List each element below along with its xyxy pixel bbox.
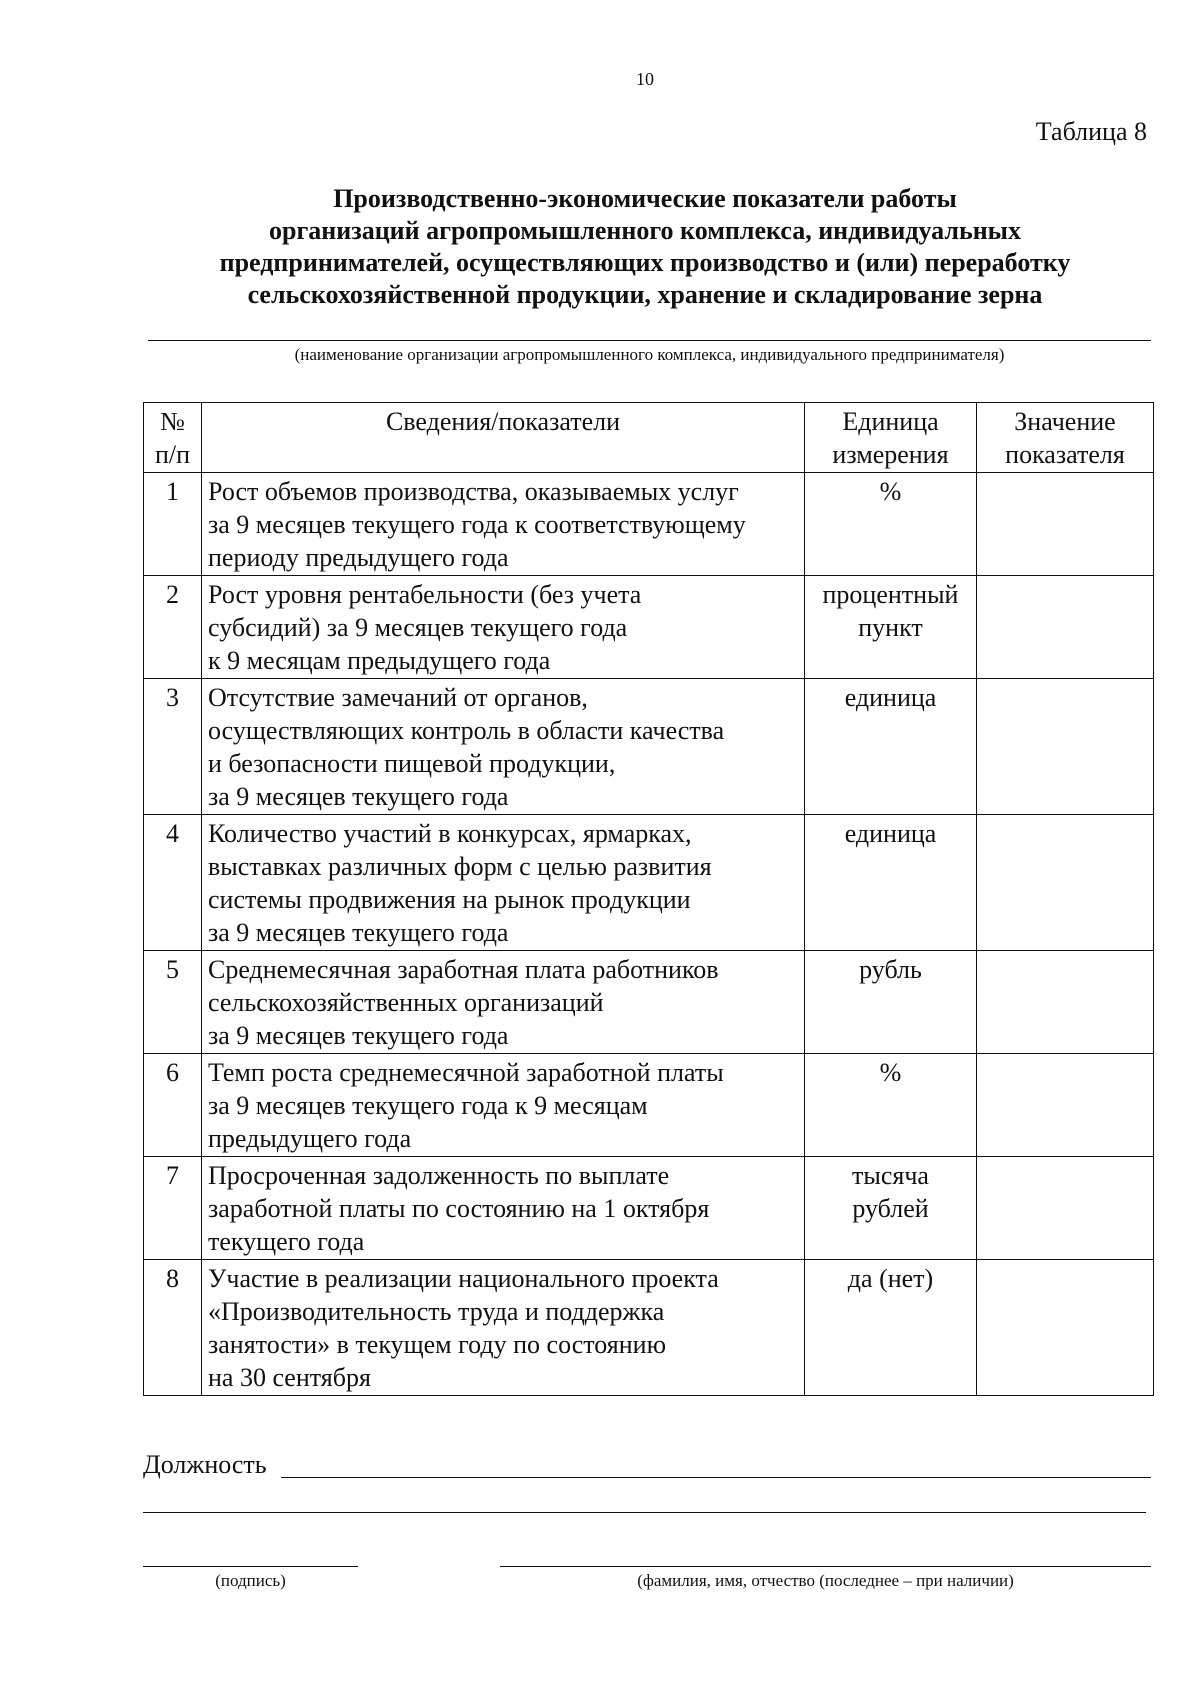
table-row <box>144 951 1154 1054</box>
table-row <box>144 679 1154 815</box>
position-field-line-continued[interactable] <box>143 1512 1146 1513</box>
row-number: 6 <box>144 1054 202 1157</box>
organization-name-line[interactable] <box>148 340 1151 341</box>
row-unit: единица <box>805 815 977 951</box>
row-number: 8 <box>144 1260 202 1396</box>
header-description: Сведения/показатели <box>202 403 805 473</box>
table-header-row <box>144 403 1154 473</box>
header-value: Значение показателя <box>977 403 1154 473</box>
page-number: 10 <box>636 69 654 89</box>
row-description: Отсутствие замечаний от органов, осуществляющих контроль в области качества и безопасности пищевой продукции, за 9 месяцев текущего года <box>202 679 805 815</box>
row-description: Рост объемов производства, оказываемых услуг за 9 месяцев текущего года к соответствующему периоду предыдущего года <box>202 473 805 576</box>
row-unit: рубль <box>805 951 977 1054</box>
row-value-cell[interactable] <box>977 951 1154 1054</box>
row-number: 2 <box>144 576 202 679</box>
row-description: Темп роста среднемесячной заработной платы за 9 месяцев текущего года к 9 месяцам предыдущего года <box>202 1054 805 1157</box>
full-name-field-line[interactable] <box>500 1566 1151 1567</box>
row-number: 7 <box>144 1157 202 1260</box>
row-description: Количество участий в конкурсах, ярмарках, выставках различных форм с целью развития системы продвижения на рынок продукции за 9 месяцев текущего года <box>202 815 805 951</box>
row-value-cell[interactable] <box>977 679 1154 815</box>
indicators-table <box>143 402 1154 1396</box>
row-value-cell[interactable] <box>977 1054 1154 1157</box>
row-unit: % <box>805 473 977 576</box>
table-label: Таблица 8 <box>1035 117 1147 146</box>
table-row <box>144 1260 1154 1396</box>
table-row <box>144 815 1154 951</box>
header-number: № п/п <box>144 403 202 473</box>
row-unit: % <box>805 1054 977 1157</box>
row-description: Просроченная задолженность по выплате заработной платы по состоянию на 1 октября текущего года <box>202 1157 805 1260</box>
row-value-cell[interactable] <box>977 815 1154 951</box>
row-value-cell[interactable] <box>977 1157 1154 1260</box>
row-description: Рост уровня рентабельности (без учета субсидий) за 9 месяцев текущего года к 9 месяцам предыдущего года <box>202 576 805 679</box>
table-row <box>144 1054 1154 1157</box>
row-number: 3 <box>144 679 202 815</box>
row-number: 4 <box>144 815 202 951</box>
document-title: Производственно-экономические показатели работы организаций агропромышленного комплекса, индивидуальных предпринимателей, осуществляющих производство и (или) переработку сельскохозяйственной продукции, хранение и складирование зерна <box>219 184 1071 309</box>
row-unit: да (нет) <box>805 1260 977 1396</box>
row-number: 5 <box>144 951 202 1054</box>
position-field-line[interactable] <box>281 1477 1151 1478</box>
signature-caption: (подпись) <box>215 1571 286 1590</box>
signature-field-line[interactable] <box>143 1566 358 1567</box>
row-description: Среднемесячная заработная плата работников сельскохозяйственных организаций за 9 месяцев текущего года <box>202 951 805 1054</box>
row-number: 1 <box>144 473 202 576</box>
row-value-cell[interactable] <box>977 473 1154 576</box>
row-unit: процентный пункт <box>805 576 977 679</box>
table-row <box>144 473 1154 576</box>
row-unit: единица <box>805 679 977 815</box>
row-value-cell[interactable] <box>977 1260 1154 1396</box>
table-row <box>144 1157 1154 1260</box>
organization-name-caption: (наименование организации агропромышленного комплекса, индивидуального предпринимателя) <box>294 345 1005 364</box>
row-unit: тысяча рублей <box>805 1157 977 1260</box>
row-value-cell[interactable] <box>977 576 1154 679</box>
table-row <box>144 576 1154 679</box>
full-name-caption: (фамилия, имя, отчество (последнее – при наличии) <box>637 1571 1014 1590</box>
row-description: Участие в реализации национального проекта «Производительность труда и поддержка занятости» в текущем году по состоянию на 30 сентября <box>202 1260 805 1396</box>
header-unit: Единица измерения <box>805 403 977 473</box>
position-label: Должность <box>143 1450 267 1479</box>
